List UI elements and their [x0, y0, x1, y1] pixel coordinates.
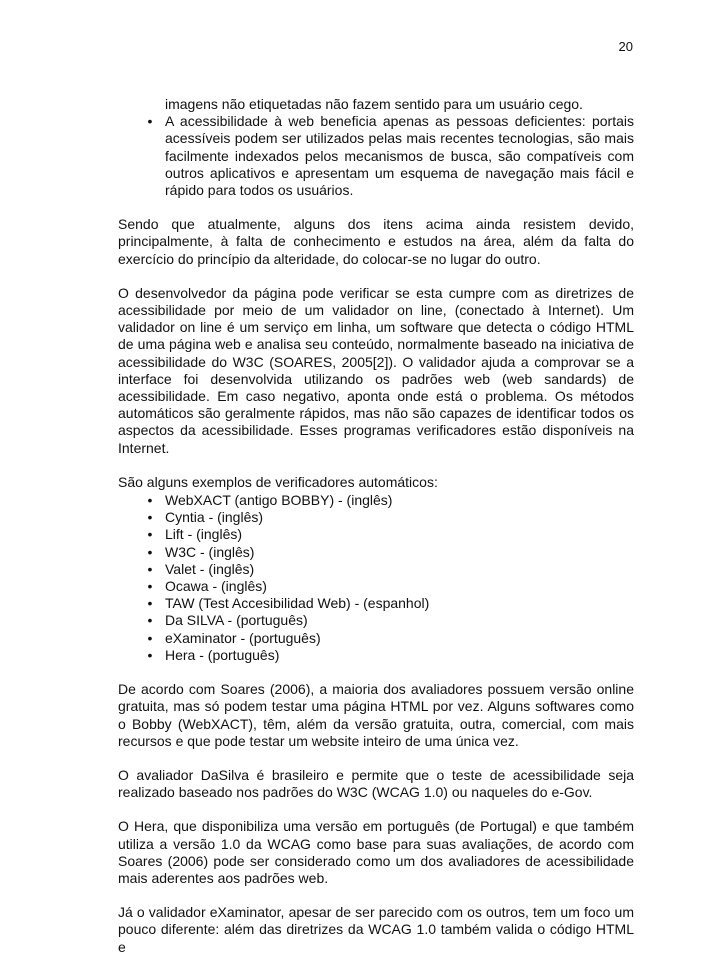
list-item	[118, 544, 634, 561]
paragraph-5: O avaliador DaSilva é brasileiro e permite que o teste de acessibilidade seja realizado baseado nos padrões do W3C (WCAG 1.0) ou naqueles do e-Gov.	[118, 766, 634, 801]
paragraph-1: Sendo que atualmente, alguns dos itens acima ainda resistem devido, principalmente, à falta de conhecimento e estudos na área, além da falta do exercício do princípio da alteridade, do colocar-se no lugar do outro.	[118, 216, 634, 267]
page-number: 20	[618, 39, 633, 54]
list-item-text: Lift - (inglês)	[165, 526, 243, 543]
bullet-icon: •	[147, 492, 153, 509]
list-item-text: A acessibilidade à web beneficia apenas as pessoas deficientes: portais acessíveis podem ser utilizados pelas mais recentes tecnologias, são mais facilmente indexados pelos mecanismos de busca, são compatíveis com outros aplicativos e apresentam um esquema de navegação mais fácil e rápido para todos os usuários.	[165, 113, 634, 199]
list-item	[118, 630, 634, 647]
verifiers-list	[118, 492, 634, 664]
list-item-text: TAW (Test Accesibilidad Web) - (espanhol)	[165, 595, 430, 612]
list-item	[118, 561, 634, 578]
paragraph-2: O desenvolvedor da página pode verificar se esta cumpre com as diretrizes de acessibilidade por meio de um validador on line, (conectado à Internet). Um validador on line é um serviço em linha, um software que detecta o código HTML de uma página web e analisa seu conteúdo, normalmente baseado na iniciativa de acessibilidade do W3C (SOARES, 2005[2]). O validador ajuda a comprovar se a interface foi desenvolvida utilizando os padrões web (web sandards) de acessibilidade. Em caso negativo, aponta onde está o problema. Os métodos automáticos são geralmente rápidos, mas não são capazes de identificar todos os aspectos da acessibilidade. Esses programas verificadores estão disponíveis na Internet.	[118, 284, 634, 456]
bullet-icon: •	[147, 578, 153, 595]
list-item	[118, 578, 634, 595]
list-item	[118, 113, 634, 199]
bullet-icon: •	[147, 526, 153, 543]
list-item	[118, 595, 634, 612]
list-item	[118, 509, 634, 526]
bullet-icon: •	[147, 595, 153, 612]
intro-bullet-list	[118, 96, 634, 199]
bullet-icon: •	[147, 612, 153, 629]
bullet-icon: •	[147, 646, 153, 663]
paragraph-7: Já o validador eXaminator, apesar de ser parecido com os outros, tem um foco um pouco diferente: além das diretrizes da WCAG 1.0 também valida o código HTML e	[118, 904, 634, 955]
list-item-text: Ocawa - (inglês)	[165, 578, 267, 595]
bullet-icon: •	[147, 113, 153, 130]
bullet-icon: •	[147, 509, 153, 526]
paragraph-3: São alguns exemplos de verificadores automáticos:	[118, 473, 438, 490]
list-item-text: Cyntia - (inglês)	[165, 509, 264, 526]
list-item-text: imagens não etiquetadas não fazem sentido para um usuário cego.	[165, 96, 583, 112]
list-item-text: Da SILVA - (português)	[165, 612, 308, 629]
paragraph-6: O Hera, que disponibiliza uma versão em português (de Portugal) e que também utiliza a versão 1.0 da WCAG como base para suas avaliações, de acordo com Soares (2006) pode ser considerado como um dos avaliadores de acessibilidade mais aderentes aos padrões web.	[118, 818, 634, 886]
list-item	[118, 612, 634, 629]
paragraph-4: De acordo com Soares (2006), a maioria dos avaliadores possuem versão online gratuita, mas só podem testar uma página HTML por vez. Alguns softwares como o Bobby (WebXACT), têm, além da versão gratuita, outra, comercial, com mais recursos e que pode testar um website inteiro de uma única vez.	[118, 681, 634, 749]
bullet-icon: •	[147, 629, 153, 646]
list-item	[118, 526, 634, 543]
page-content	[118, 96, 634, 973]
list-item-text: WebXACT (antigo BOBBY) - (inglês)	[165, 492, 393, 509]
list-item-text: Hera - (português)	[165, 646, 280, 663]
bullet-icon: •	[147, 543, 153, 560]
list-item	[118, 492, 634, 509]
list-item-continuation	[118, 96, 634, 113]
list-item-text: W3C - (inglês)	[165, 543, 255, 560]
list-item-text: eXaminator - (português)	[165, 629, 321, 646]
list-item-text: Valet - (inglês)	[165, 560, 255, 577]
list-item	[118, 647, 634, 664]
bullet-icon: •	[147, 560, 153, 577]
